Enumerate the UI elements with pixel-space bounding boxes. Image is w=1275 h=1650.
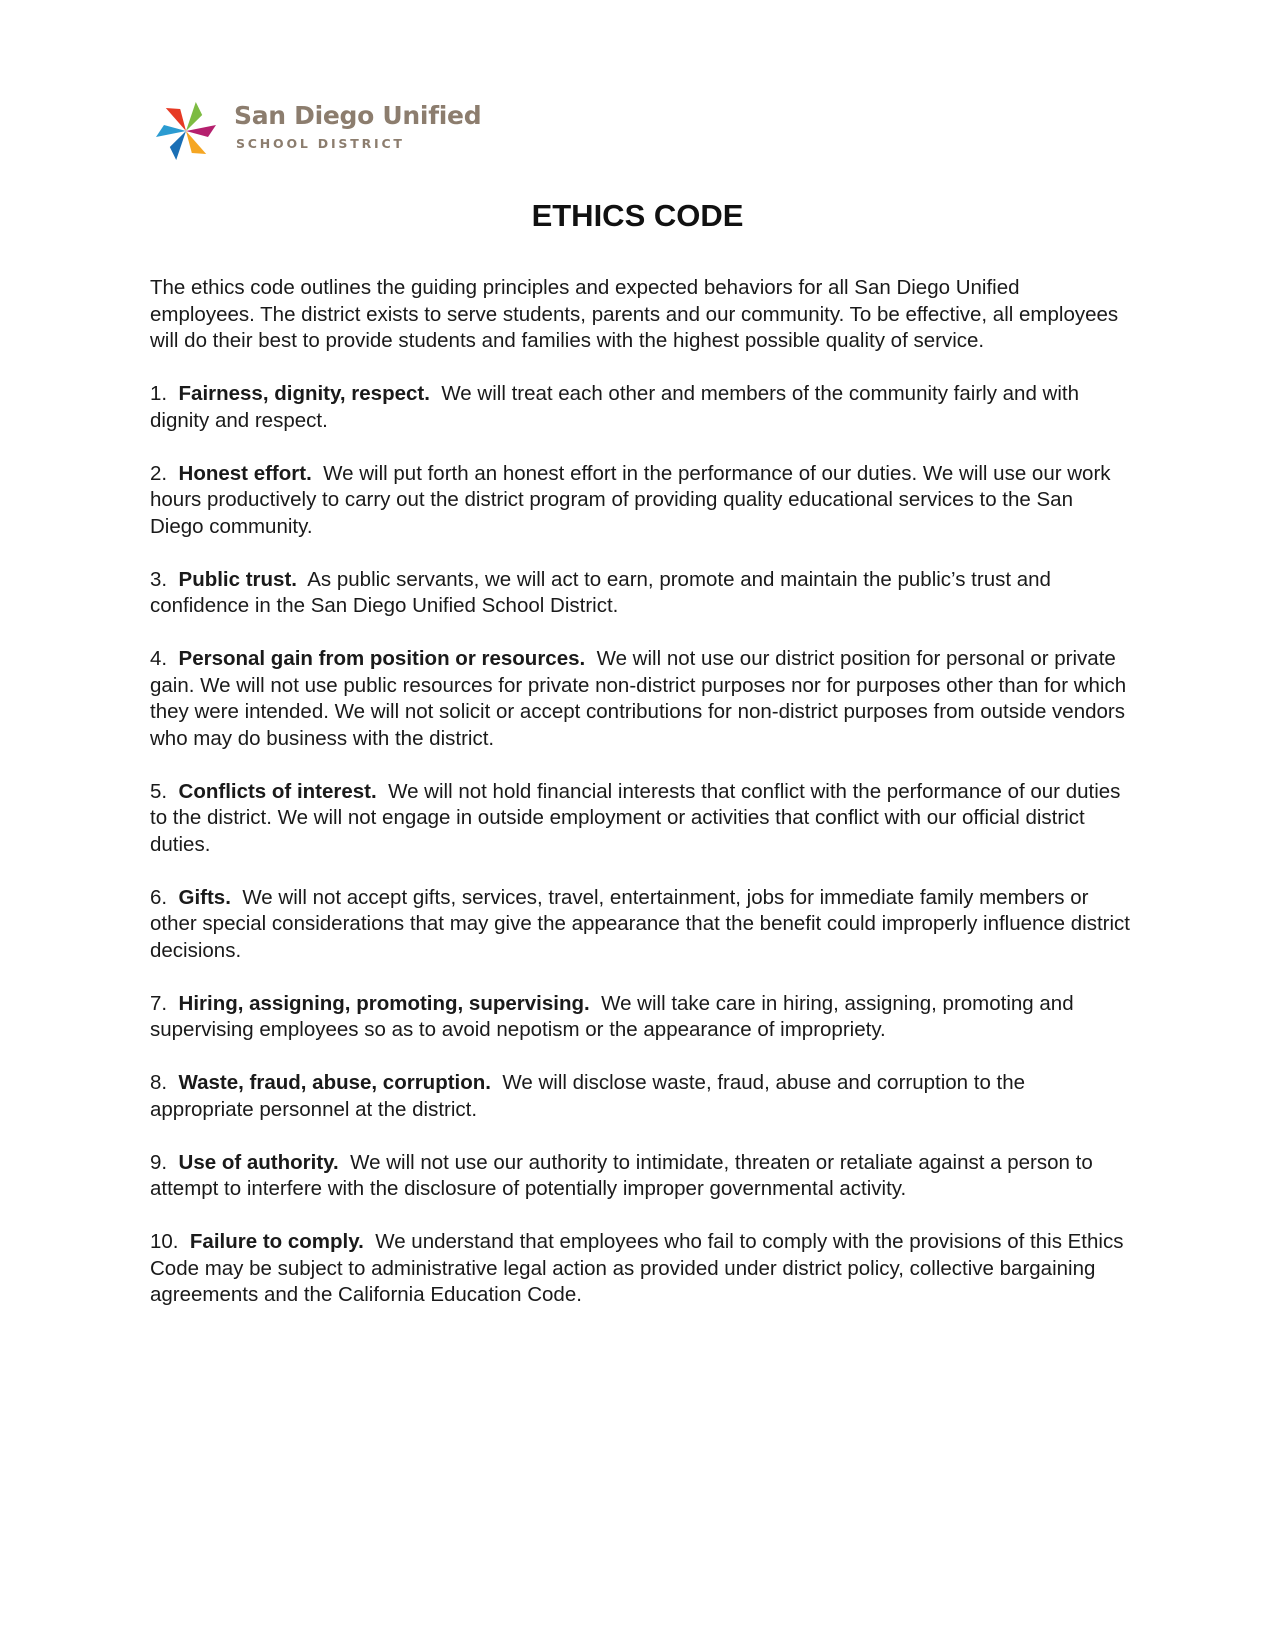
- item-text: As public servants, we will act to earn, promote and maintain the public’s trust and confidence in the San Diego Unified School District.: [150, 567, 1051, 617]
- item-number: 7.: [150, 991, 168, 1015]
- item-text: We will disclose waste, fraud, abuse and corruption to the appropriate personnel at the district.: [150, 1071, 1026, 1121]
- item-heading: Conflicts of interest.: [178, 779, 377, 803]
- item-number: 1.: [150, 382, 168, 405]
- logo-subtitle: SCHOOL DISTRICT: [236, 136, 405, 151]
- ethics-item: [150, 1150, 1130, 1203]
- ethics-item: [150, 461, 1130, 541]
- item-heading: Personal gain from position or resources.: [178, 647, 586, 670]
- item-text: We will not use our authority to intimidate, threaten or retaliate against a person to attempt to interfere with the disclosure of potentially improper governmental activity.: [150, 1150, 1093, 1200]
- item-heading: Hiring, assigning, promoting, supervising.: [178, 991, 590, 1015]
- district-logo: [150, 95, 482, 169]
- ethics-item: [150, 646, 1130, 752]
- item-heading: Failure to comply.: [189, 1230, 364, 1253]
- ethics-item: [150, 1070, 1130, 1123]
- item-number: 2.: [150, 461, 168, 485]
- item-heading: Fairness, dignity, respect.: [178, 382, 430, 405]
- item-text: We understand that employees who fail to comply with the provisions of this Ethics Code may be subject to administrative legal action as provided under district policy, collective bargaining agreements and the California Education Code.: [150, 1230, 1124, 1306]
- page-title: ETHICS CODE: [531, 198, 744, 233]
- item-text: We will not accept gifts, services, travel, entertainment, jobs for immediate family members or other special considerations that may give the appearance that the benefit could improperly influence district decisions.: [150, 885, 1131, 962]
- ethics-item: [150, 567, 1130, 620]
- item-heading: Waste, fraud, abuse, corruption.: [178, 1071, 491, 1094]
- item-text: We will take care in hiring, assigning, promoting and supervising employees so as to avoid nepotism or the appearance of impropriety.: [150, 991, 1074, 1041]
- item-text: We will not hold financial interests that conflict with the performance of our duties to the district. We will not engage in outside employment or activities that conflict with our official district duties.: [150, 779, 1121, 856]
- item-number: 5.: [150, 779, 168, 803]
- ethics-item: [150, 381, 1130, 434]
- item-number: 10.: [150, 1230, 179, 1253]
- item-heading: Public trust.: [178, 567, 297, 591]
- item-number: 8.: [150, 1071, 168, 1094]
- ethics-code-body: [150, 275, 1130, 1335]
- item-text: We will not use our district position for personal or private gain. We will not use public resources for private non-district purposes nor for purposes other than for which they were intended. We will not solicit or accept contributions for non-district purposes from outside vendors who may do business with the district.: [150, 647, 1127, 750]
- item-heading: Use of authority.: [178, 1150, 339, 1174]
- item-number: 6.: [150, 885, 168, 909]
- item-heading: Gifts.: [178, 885, 231, 909]
- logo-name: San Diego Unified: [234, 101, 482, 130]
- item-number: 4.: [150, 647, 168, 670]
- item-text: We will treat each other and members of the community fairly and with dignity and respect.: [150, 382, 1080, 432]
- item-text: We will put forth an honest effort in the performance of our duties. We will use our work hours productively to carry out the district program of providing quality educational services to the San Diego community.: [150, 461, 1111, 538]
- pinwheel-logo-icon: [150, 95, 222, 167]
- item-heading: Honest effort.: [178, 461, 312, 485]
- item-number: 9.: [150, 1150, 168, 1174]
- ethics-item: [150, 1229, 1130, 1309]
- ethics-item: [150, 991, 1130, 1044]
- intro-paragraph: The ethics code outlines the guiding principles and expected behaviors for all San Diego Unified employees. The district exists to serve students, parents and our community. To be effective, all employees will do their best to provide students and families with the highest possible quality of service.: [150, 276, 1119, 352]
- item-number: 3.: [150, 567, 168, 591]
- ethics-item: [150, 885, 1130, 965]
- ethics-item: [150, 779, 1130, 859]
